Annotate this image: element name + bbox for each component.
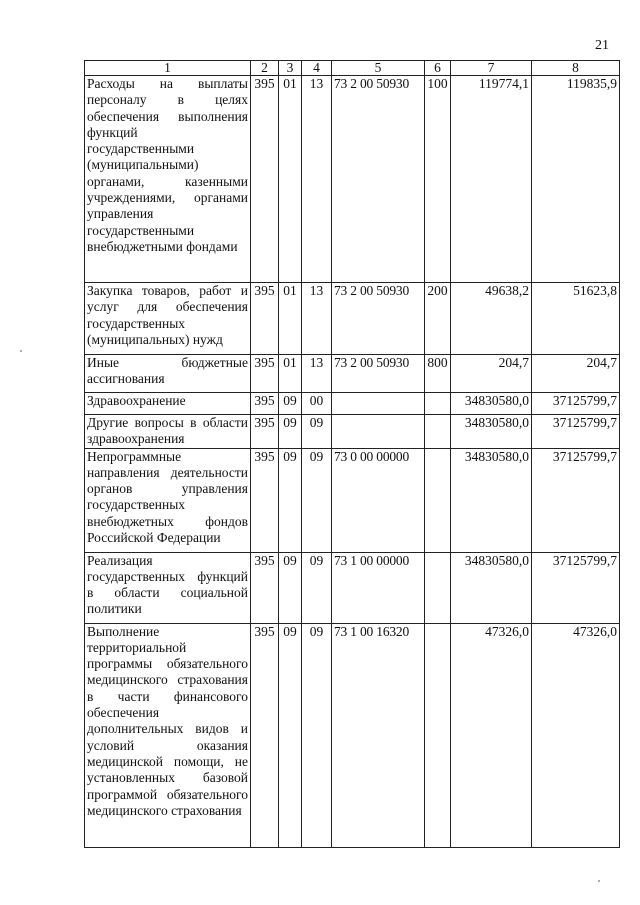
cell-amount-year1: 34830580,0 — [451, 448, 532, 552]
cell-subsection: 09 — [302, 448, 332, 552]
table-row — [85, 552, 620, 623]
cell-expense-type: 100 — [425, 76, 451, 283]
cell-amount-year1: 34830580,0 — [451, 415, 532, 449]
row-description: Иные бюджетные ассигнования — [85, 355, 251, 393]
cell-subsection: 13 — [302, 76, 332, 283]
cell-expense-type: 200 — [425, 283, 451, 355]
cell-section: 01 — [279, 76, 302, 283]
cell-target-article: 73 1 00 00000 — [332, 552, 425, 623]
cell-section: 09 — [279, 552, 302, 623]
cell-amount-year1: 34830580,0 — [451, 552, 532, 623]
cell-expense-type — [425, 448, 451, 552]
cell-subsection: 00 — [302, 393, 332, 415]
cell-amount-year1: 204,7 — [451, 355, 532, 393]
cell-target-article: 73 2 00 50930 — [332, 355, 425, 393]
cell-subsection: 13 — [302, 283, 332, 355]
row-description: Выполнение территориальной программы обязательного медицинского страхования в части финансового обеспечения дополнительных видов и условий оказания медицинской помощи, не установленных базовой программой обязательного медицинского страхования — [85, 623, 251, 847]
cell-section: 09 — [279, 415, 302, 449]
column-header: 8 — [532, 61, 620, 76]
column-header: 6 — [425, 61, 451, 76]
cell-expense-type: 800 — [425, 355, 451, 393]
cell-subsection: 09 — [302, 552, 332, 623]
cell-target-article: 73 0 00 00000 — [332, 448, 425, 552]
budget-table — [84, 60, 620, 848]
cell-target-article — [332, 415, 425, 449]
column-header: 1 — [85, 61, 251, 76]
row-description: Реализация государственных функций в области социальной политики — [85, 552, 251, 623]
cell-amount-year1: 47326,0 — [451, 623, 532, 847]
cell-amount-year2: 119835,9 — [532, 76, 620, 283]
row-description: Здравоохранение — [85, 393, 251, 415]
header-row — [85, 61, 620, 76]
cell-expense-type — [425, 393, 451, 415]
row-description: Другие вопросы в области здравоохранения — [85, 415, 251, 449]
column-header: 3 — [279, 61, 302, 76]
cell-target-article: 73 2 00 50930 — [332, 76, 425, 283]
row-description: Закупка товаров, работ и услуг для обеспечения государственных (муниципальных) нужд — [85, 283, 251, 355]
row-description: Расходы на выплаты персоналу в целях обеспечения выполнения функций государственными (муниципальными) органами, казенными учреждениями, органами управления государственными внебюджетными фондами — [85, 76, 251, 283]
cell-subsection: 13 — [302, 355, 332, 393]
cell-subsection: 09 — [302, 415, 332, 449]
cell-admin-code: 395 — [251, 552, 279, 623]
cell-amount-year2: 204,7 — [532, 355, 620, 393]
cell-target-article: 73 2 00 50930 — [332, 283, 425, 355]
cell-amount-year2: 47326,0 — [532, 623, 620, 847]
cell-admin-code: 395 — [251, 623, 279, 847]
cell-section: 01 — [279, 355, 302, 393]
table-row — [85, 355, 620, 393]
cell-expense-type — [425, 623, 451, 847]
cell-expense-type — [425, 552, 451, 623]
cell-admin-code: 395 — [251, 393, 279, 415]
cell-amount-year2: 37125799,7 — [532, 552, 620, 623]
page-number: 21 — [595, 38, 609, 53]
table-row — [85, 393, 620, 415]
cell-amount-year2: 37125799,7 — [532, 393, 620, 415]
table-row — [85, 448, 620, 552]
table-row — [85, 415, 620, 449]
cell-target-article: 73 1 00 16320 — [332, 623, 425, 847]
cell-subsection: 09 — [302, 623, 332, 847]
cell-amount-year2: 37125799,7 — [532, 415, 620, 449]
scan-speck — [598, 880, 600, 882]
column-header: 4 — [302, 61, 332, 76]
cell-amount-year2: 51623,8 — [532, 283, 620, 355]
cell-target-article — [332, 393, 425, 415]
cell-amount-year1: 49638,2 — [451, 283, 532, 355]
scan-speck — [20, 350, 22, 352]
cell-section: 09 — [279, 448, 302, 552]
column-header: 2 — [251, 61, 279, 76]
cell-section: 01 — [279, 283, 302, 355]
cell-section: 09 — [279, 623, 302, 847]
cell-admin-code: 395 — [251, 448, 279, 552]
column-header: 5 — [332, 61, 425, 76]
table-row — [85, 283, 620, 355]
cell-amount-year2: 37125799,7 — [532, 448, 620, 552]
cell-admin-code: 395 — [251, 76, 279, 283]
cell-expense-type — [425, 415, 451, 449]
cell-section: 09 — [279, 393, 302, 415]
table-row — [85, 76, 620, 283]
cell-amount-year1: 119774,1 — [451, 76, 532, 283]
column-header: 7 — [451, 61, 532, 76]
row-description: Непрограммные направления деятельности органов управления государственных внебюджетных фондов Российской Федерации — [85, 448, 251, 552]
cell-admin-code: 395 — [251, 415, 279, 449]
cell-admin-code: 395 — [251, 283, 279, 355]
table-row — [85, 623, 620, 847]
cell-admin-code: 395 — [251, 355, 279, 393]
cell-amount-year1: 34830580,0 — [451, 393, 532, 415]
